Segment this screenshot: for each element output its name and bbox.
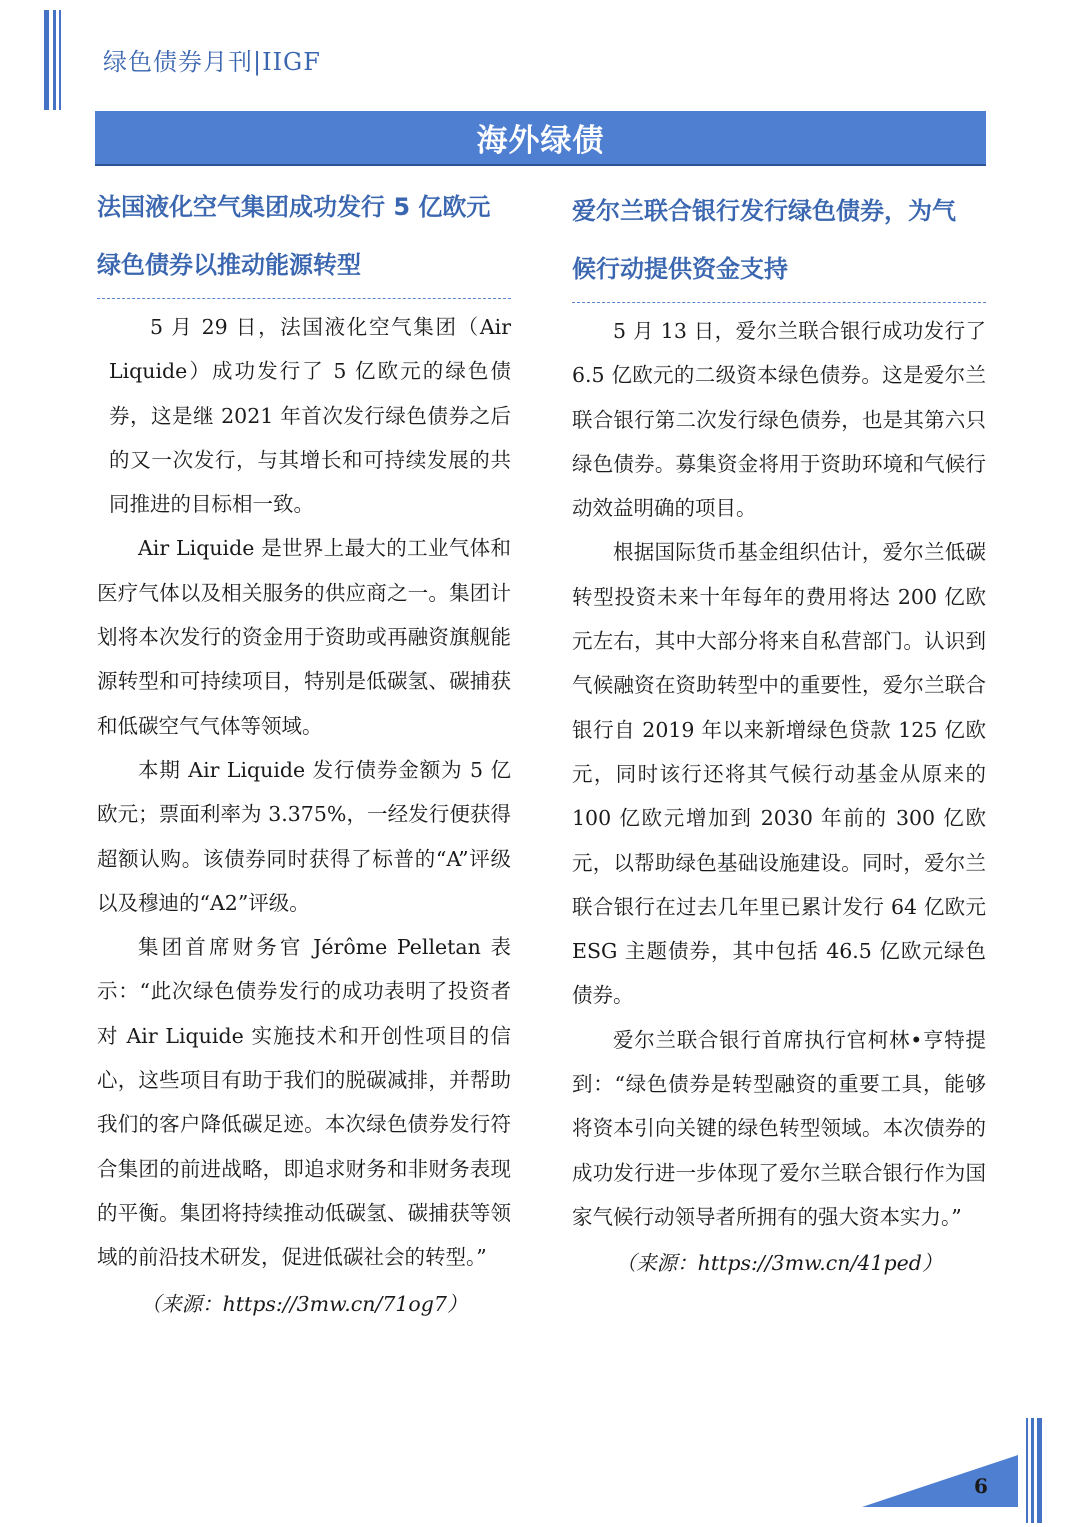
page-number-triangle (862, 1455, 1018, 1507)
left-paragraph-4: 集团首席财务官 Jérôme Pelletan 表示：“此次绿色债券发行的成功表明了投资者对 Air Liquide 实施技术和开创性项目的信心，这些项目有助于我们的脱碳减排，并帮助我们的客户降低碳足迹。本次绿色债券发行符合集团的前进战略，即追求财务和非财务表现的平衡。集团将持续推动低碳氢、碳捕获等领域的前沿技术研发，促进低碳社会的转型。” (97, 935, 511, 1270)
page-number: 6 (974, 1474, 988, 1498)
left-article-title-line1: 法国液化空气集团成功发行 5 亿欧元 (97, 193, 491, 221)
left-paragraph-3: 本期 Air Liquide 发行债券金额为 5 亿欧元；票面利率为 3.375%，一经发行便获得超额认购。该债券同时获得了标普的“A”评级以及穆迪的“A2”评级。 (97, 757, 511, 915)
right-article-title (572, 182, 986, 302)
right-article (572, 182, 986, 1285)
section-banner (95, 111, 986, 166)
right-article-title-line1: 爱尔兰联合银行发行绿色债券，为气 (572, 197, 956, 225)
left-paragraph-1: 5 月 29 日，法国液化空气集团（Air Liquide）成功发行了 5 亿欧元的绿色债券，这是继 2021 年首次发行绿色债券之后的又一次发行，与其增长和可持续发展的共同推进的目标相一致。 (109, 315, 511, 517)
left-article (97, 178, 511, 1326)
section-title: 海外绿债 (476, 123, 605, 159)
footer-decoration-bars (1026, 1418, 1044, 1523)
left-article-title-line2: 绿色债券以推动能源转型 (97, 251, 361, 279)
journal-title: 绿色债券月刊|IIGF (103, 48, 321, 76)
left-article-title (97, 178, 511, 298)
right-paragraph-1: 5 月 13 日，爱尔兰联合银行成功发行了 6.5 亿欧元的二级资本绿色债券。这是爱尔兰联合银行第二次发行绿色债券，也是其第六只绿色债券。募集资金将用于资助环境和气候行动效益明确的项目。 (572, 319, 986, 521)
right-title-divider (572, 302, 986, 303)
right-article-title-line2: 候行动提供资金支持 (572, 255, 788, 283)
header-decoration-bars (44, 10, 64, 110)
left-source-link[interactable]: （来源：https://3mw.cn/71og7） (140, 1291, 468, 1316)
left-title-divider (97, 298, 511, 299)
left-paragraph-2: Air Liquide 是世界上最大的工业气体和医疗气体以及相关服务的供应商之一。集团计划将本次发行的资金用于资助或再融资旗舰能源转型和可持续项目，特别是低碳氢、碳捕获和低碳空气气体等领域。 (97, 536, 511, 738)
right-paragraph-2: 根据国际货币基金组织估计，爱尔兰低碳转型投资未来十年每年的费用将达 200 亿欧元左右，其中大部分将来自私营部门。认识到气候融资在资助转型中的重要性，爱尔兰联合银行自 2019 年以来新增绿色贷款 125 亿欧元，同时该行还将其气候行动基金从原来的 100 亿欧元增加到 2030 年前的 300 亿欧元，以帮助绿色基础设施建设。同时，爱尔兰联合银行在过去几年里已累计发行 64 亿欧元 ESG 主题债券，其中包括 46.5 亿欧元绿色债券。 (572, 540, 986, 1008)
right-source-link[interactable]: （来源：https://3mw.cn/41ped） (615, 1251, 943, 1276)
right-paragraph-3: 爱尔兰联合银行首席执行官柯林•亨特提到：“绿色债券是转型融资的重要工具，能够将资本引向关键的绿色转型领域。本次债券的成功发行进一步体现了爱尔兰联合银行作为国家气候行动领导者所拥有的强大资本实力。” (572, 1027, 986, 1229)
